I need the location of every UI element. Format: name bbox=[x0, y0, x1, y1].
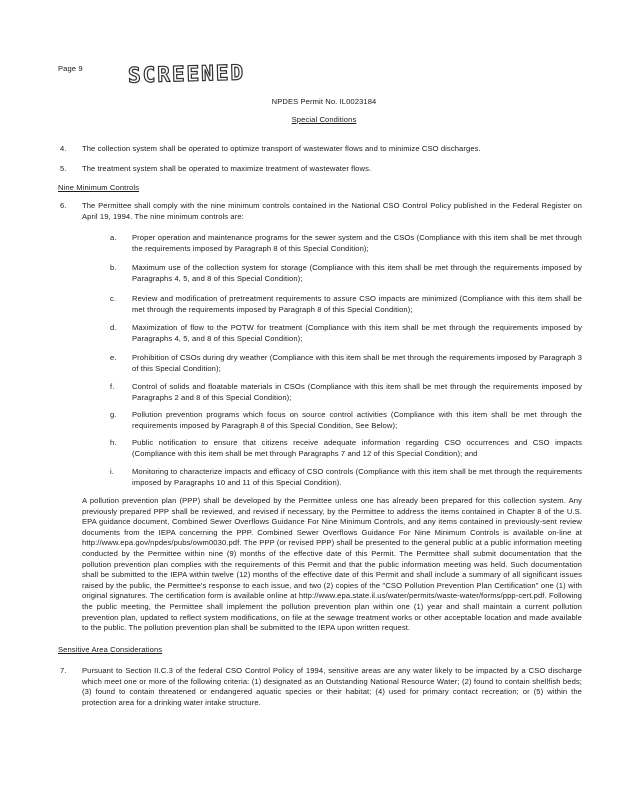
sensitive-area-heading: Sensitive Area Considerations bbox=[58, 645, 163, 654]
item6-intro: The Permittee shall comply with the nine minimum controls contained in the National CSO Control Policy published in the Federal Register on April 19, 1994. The nine minimum controls are: bbox=[82, 201, 582, 221]
control-text: Pollution prevention programs which focus on source control activities (Compliance with this item shall be met through the requirements imposed by Paragraph 8 of this Special Condition, See Below); bbox=[132, 410, 582, 430]
control-letter: i. bbox=[110, 467, 114, 476]
control-letter: h. bbox=[110, 438, 117, 447]
control-text: Monitoring to characterize impacts and efficacy of CSO controls (Compliance with this item shall be met through the requirements imposed by Paragraphs 10 and 11 of this Special Condition). bbox=[132, 467, 582, 487]
control-letter: g. bbox=[110, 410, 117, 419]
control-text: Maximization of flow to the POTW for treatment (Compliance with this item shall be met through the requirements imposed by Paragraphs 4, 5, and 8 of this Special Condition); bbox=[132, 323, 582, 343]
control-text: Review and modification of pretreatment requirements to assure CSO impacts are minimized (Compliance with this item shall be met through the requirements imposed by Paragraph 8 of this Special Condition); bbox=[132, 294, 582, 314]
page-number: Page 9 bbox=[58, 64, 83, 73]
item-number: 7. bbox=[60, 666, 67, 675]
pollution-prevention-plan-paragraph: A pollution prevention plan (PPP) shall be developed by the Permittee unless one has already been prepared for this collection system. Any previously prepared PPP shall be reviewed, and revised if necessary, by the Permittee to address the items contained in Chapter 8 of the U.S. EPA guidance document, Combined Sewer Overflows Guidance For Nine Minimum Controls, and any items contained in previously-sent review documents from the IEPA concerning the PPP. Combined Sewer Overflows Guidance For Nine Minimum Controls is available on-line at http://www.epa.gov/npdes/pubs/owm0030.pdf. The PPP (or revised PPP) shall be presented to the general public at a public information meeting conducted by the Permittee within nine (9) months of the effective date of this Permit. The Permittee shall submit documentation that the pollution prevention plan complies with the requirements of this Permit and that the public information meeting was held. Such documentation shall be submitted to the IEPA within twelve (12) months of the effective date of this Permit and shall include a summary of all significant issues raised by the public, the Permittee's response to each issue, and two (2) copies of the "CSO Pollution Prevention Plan Certification" one (1) with original signatures. The certification form is available online at http://www.epa.state.il.us/water/permits/waste-water/forms/ppp-cert.pdf. Following the public meeting, the Permittee shall implement the pollution prevention plan within one (1) year and shall maintain a current pollution prevention plan, updated to reflect system modifications, on file at the sewage treatment works or other acceptable location and made available to the public. The pollution prevention plan shall be submitted to the IEPA upon written request. bbox=[82, 496, 582, 633]
control-letter: e. bbox=[110, 353, 117, 362]
control-letter: b. bbox=[110, 263, 117, 272]
control-text: Proper operation and maintenance programs for the sewer system and the CSOs (Compliance with this item shall be met through the requirements imposed by Paragraph 8 of this Special Condition); bbox=[132, 233, 582, 253]
control-letter: f. bbox=[110, 382, 115, 391]
nine-minimum-controls-heading: Nine Minimum Controls bbox=[58, 183, 140, 192]
control-text: Maximum use of the collection system for storage (Compliance with this item shall be met through the requirements imposed by Paragraphs 4, 5, and 8 of this Special Condition); bbox=[132, 263, 582, 283]
control-text: Control of solids and floatable materials in CSOs (Compliance with this item shall be met through the requirements imposed by Paragraphs 2 and 8 of this Special Condition); bbox=[132, 382, 582, 402]
control-letter: d. bbox=[110, 323, 117, 332]
item7-text: Pursuant to Section II.C.3 of the federal CSO Control Policy of 1994, sensitive areas are any water likely to be impacted by a CSO discharge which meet one or more of the following criteria: (1) designated as an Outstanding National Resource Water; (2) found to contain shellfish beds; (3) found to contain threatened or endangered aquatic species or their habitat; (4) used for primary contact recreation; or (5) within the protection area for a drinking water intake structure. bbox=[82, 666, 582, 707]
section-title: Special Conditions bbox=[291, 115, 357, 124]
item-number: 4. bbox=[60, 144, 67, 153]
control-text: Public notification to ensure that citizens receive adequate information regarding CSO occurrences and CSO impacts (Compliance with this item shall be met through Paragraphs 7 and 12 of this Special Condition); and bbox=[132, 438, 582, 458]
screened-stamp: SCREENED bbox=[127, 60, 246, 88]
permit-number: NPDES Permit No. IL0023184 bbox=[271, 97, 377, 106]
item-text: The collection system shall be operated to optimize transport of wastewater flows and to minimize CSO discharges. bbox=[82, 144, 481, 153]
item-text: The treatment system shall be operated to maximize treatment of wastewater flows. bbox=[82, 164, 372, 173]
control-letter: c. bbox=[110, 294, 117, 303]
control-letter: a. bbox=[110, 233, 117, 242]
control-text: Prohibition of CSOs during dry weather (Compliance with this item shall be met through the requirements imposed by Paragraph 3 of this Special Condition); bbox=[132, 353, 582, 373]
item-number: 6. bbox=[60, 201, 67, 210]
item-number: 5. bbox=[60, 164, 67, 173]
